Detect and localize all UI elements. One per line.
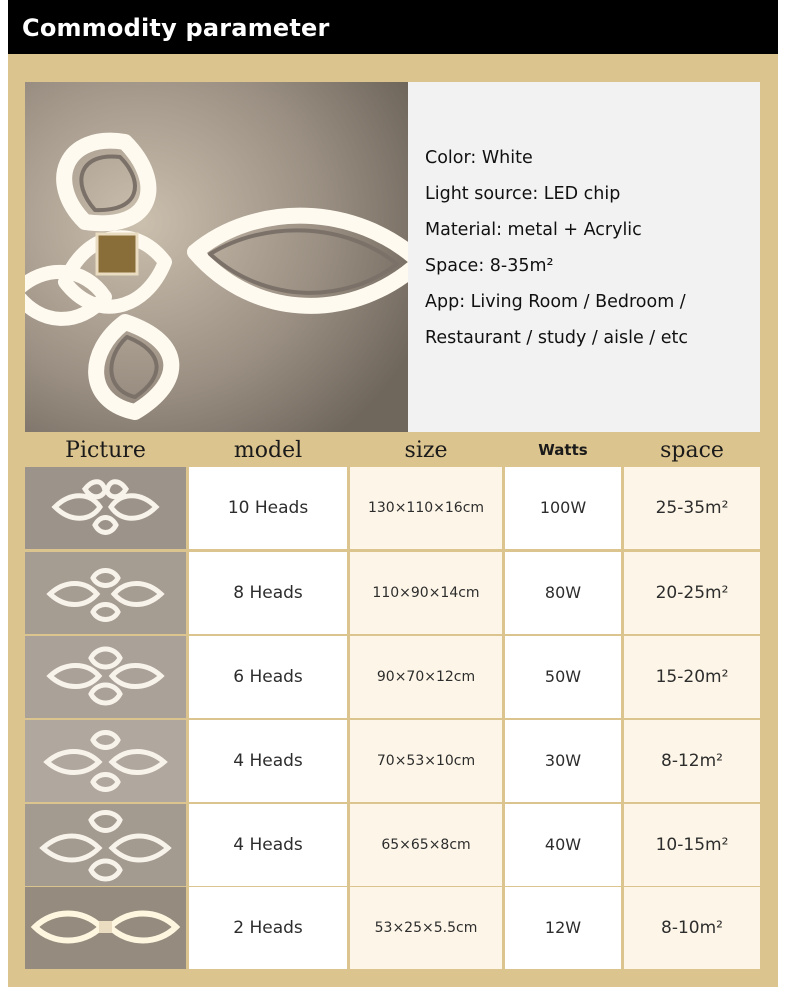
row-4-thumbnail (25, 720, 186, 802)
row-6-space: 8-10m² (624, 887, 760, 969)
product-photo (25, 82, 408, 432)
row-6-model: 2 Heads (189, 887, 347, 969)
row-5-size: 65×65×8cm (350, 804, 502, 886)
row-3-model: 6 Heads (189, 636, 347, 718)
row-3-thumbnail (25, 636, 186, 718)
row-5-space: 10-15m² (624, 804, 760, 886)
spec-app-continued: Restaurant / study / aisle / etc (425, 328, 688, 348)
parameter-table (25, 435, 760, 969)
row-6-watts: 12W (505, 887, 621, 969)
spec-color: Color: White (425, 148, 533, 168)
column-header-model: model (189, 435, 347, 465)
row-1-space: 25-35m² (624, 467, 760, 549)
column-header-watts: Watts (505, 435, 621, 465)
row-1-size: 130×110×16cm (350, 467, 502, 549)
spec-material: Material: metal + Acrylic (425, 220, 642, 240)
row-4-space: 8-12m² (624, 720, 760, 802)
row-4-watts: 30W (505, 720, 621, 802)
column-header-picture: Picture (25, 435, 186, 465)
spec-space: Space: 8-35m² (425, 256, 554, 276)
row-4-model: 4 Heads (189, 720, 347, 802)
row-5-thumbnail (25, 804, 186, 886)
spec-light-source: Light source: LED chip (425, 184, 621, 204)
row-3-watts: 50W (505, 636, 621, 718)
row-3-size: 90×70×12cm (350, 636, 502, 718)
column-header-space: space (624, 435, 760, 465)
row-4-size: 70×53×10cm (350, 720, 502, 802)
row-2-watts: 80W (505, 552, 621, 634)
spec-panel (408, 82, 760, 432)
row-1-watts: 100W (505, 467, 621, 549)
row-2-size: 110×90×14cm (350, 552, 502, 634)
spec-app: App: Living Room / Bedroom / (425, 292, 686, 312)
page-title: Commodity parameter (22, 14, 330, 42)
row-1-model: 10 Heads (189, 467, 347, 549)
row-2-model: 8 Heads (189, 552, 347, 634)
header-bar (8, 0, 778, 54)
row-2-space: 20-25m² (624, 552, 760, 634)
row-2-thumbnail (25, 552, 186, 634)
row-5-watts: 40W (505, 804, 621, 886)
column-header-size: size (350, 435, 502, 465)
row-3-space: 15-20m² (624, 636, 760, 718)
row-1-thumbnail (25, 467, 186, 549)
row-5-model: 4 Heads (189, 804, 347, 886)
row-6-thumbnail (25, 887, 186, 969)
row-6-size: 53×25×5.5cm (350, 887, 502, 969)
